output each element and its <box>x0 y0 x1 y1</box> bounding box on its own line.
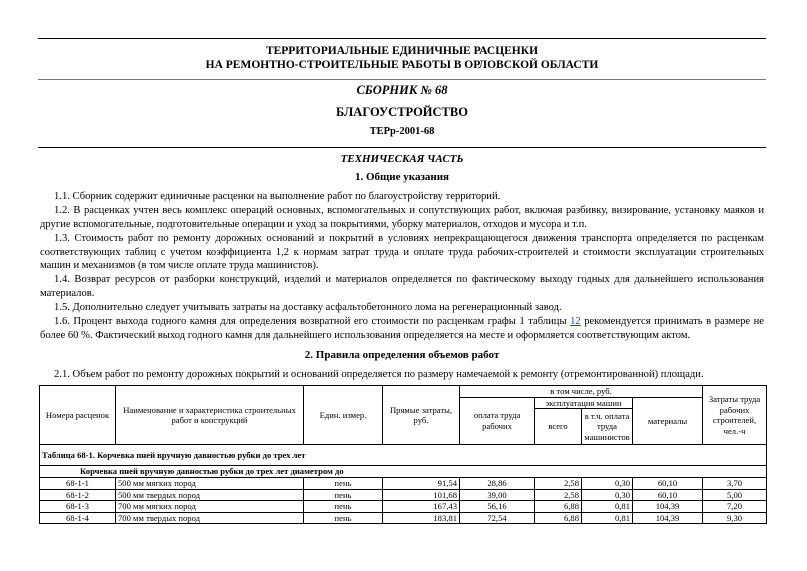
paragraph-1-5: 1.5. Дополнительно следует учитывать затраты на доставку асфальтобетонного лома на регенерационный завод. <box>54 302 562 313</box>
cell-code: 68-1-4 <box>40 512 116 524</box>
section-1-title: 1. Общие указания <box>354 171 450 183</box>
cell-direct: 91,54 <box>383 478 460 490</box>
cell-machine-total: 6,88 <box>535 512 582 524</box>
col-header-machine-total: всего <box>535 409 582 445</box>
cell-labor-hours: 7,20 <box>703 501 767 513</box>
cell-unit: пень <box>304 501 383 513</box>
table-caption: Таблица 68-1. Корчевка пней вручную давностью рубки до трех лет <box>40 445 767 466</box>
paragraph-1-6 <box>40 315 764 342</box>
paragraph-1-4: 1.4. Возврат ресурсов от разборки конструкций, изделий и материалов определяется по фактическому выходу годных для дальнейшего использования материалов. <box>40 274 764 299</box>
col-header-unit: Един. измер. <box>304 386 383 445</box>
cell-code: 68-1-1 <box>40 478 116 490</box>
divider <box>38 147 766 148</box>
col-header-labor-pay: оплата труда рабочих <box>460 397 535 445</box>
col-header-materials: материалы <box>633 397 703 445</box>
cell-materials: 60,10 <box>633 489 703 501</box>
paragraph-1-2: 1.2. В расценках учтен весь комплекс операций основных, вспомогательных и сопутствующих работ, включая разбивку, визирование, установку маяков и другие вспомогательные, подготовительные операции и уход за покрытиями, уборку материалов, отходов и мусора и т.п. <box>40 205 764 230</box>
cell-code: 68-1-2 <box>40 489 116 501</box>
cell-materials: 104,39 <box>633 512 703 524</box>
cell-labor-pay: 28,86 <box>460 478 535 490</box>
col-header-machine-op: эксплуатация машин <box>535 397 633 409</box>
cell-labor-hours: 3,70 <box>703 478 767 490</box>
subject-title: БЛАГОУСТРОЙСТВО <box>336 105 468 119</box>
section-2-title: 2. Правила определения объемов работ <box>304 349 500 361</box>
collection-title: СБОРНИК № 68 <box>356 83 448 97</box>
cell-direct: 183,81 <box>383 512 460 524</box>
collection-code: ТЕРр-2001-68 <box>369 126 435 137</box>
table-row <box>40 501 767 513</box>
cell-name: 700 мм твердых пород <box>116 512 304 524</box>
cell-labor-hours: 9,30 <box>703 512 767 524</box>
group-title: Корчевка пней вручную давностью рубки до трех лет диаметром до <box>40 466 767 478</box>
cell-name: 500 мм твердых пород <box>116 489 304 501</box>
col-header-name: Наименование и характеристика строительных работ и конструкций <box>116 386 304 445</box>
cell-machine-total: 2,58 <box>535 489 582 501</box>
rates-table <box>39 385 767 524</box>
paragraph-1-6-text-end: рекомендуется принимать в размере не более 60 %. Фактический выход годного камня для дальнейшего использования определяется на месте и оформляется соответствующим актом. <box>40 316 764 341</box>
cell-labor-pay: 72,54 <box>460 512 535 524</box>
divider <box>38 79 766 80</box>
paragraph-1-6-text: 1.6. Процент выхода годного камня для определения возвратной его стоимости по расценкам графы 1 таблицы <box>54 316 571 327</box>
cell-unit: пень <box>304 489 383 501</box>
cell-labor-hours: 5,00 <box>703 489 767 501</box>
cell-machine-pay: 0,81 <box>582 512 633 524</box>
cell-unit: пень <box>304 512 383 524</box>
cell-machine-total: 2,58 <box>535 478 582 490</box>
table-row <box>40 489 767 501</box>
cell-code: 68-1-3 <box>40 501 116 513</box>
title-line-1: ТЕРРИТОРИАЛЬНЫЕ ЕДИНИЧНЫЕ РАСЦЕНКИ <box>265 45 539 57</box>
title-line-2: НА РЕМОНТНО-СТРОИТЕЛЬНЫЕ РАБОТЫ В ОРЛОВСКОЙ ОБЛАСТИ <box>205 59 599 71</box>
table-row <box>40 478 767 490</box>
table-12-link[interactable]: 12 <box>570 316 581 327</box>
col-header-code: Номера расценок <box>40 386 116 445</box>
cell-machine-total: 6,88 <box>535 501 582 513</box>
paragraph-1-3: 1.3. Стоимость работ по ремонту дорожных оснований и покрытий в условиях непрекращающегося движения транспорта определяется по расценкам соответствующих таблиц с учетом коэффициента 1,2 к нормам затрат труда и оплате труда рабочих-строителей и стоимости эксплуатации строительных машин и механизмов (в том числе оплате труда машинистов). <box>40 233 764 271</box>
cell-unit: пень <box>304 478 383 490</box>
top-rule <box>38 38 766 39</box>
cell-labor-pay: 56,16 <box>460 501 535 513</box>
document-title <box>38 44 766 72</box>
cell-direct: 167,43 <box>383 501 460 513</box>
cell-materials: 60,10 <box>633 478 703 490</box>
tech-part-title: ТЕХНИЧЕСКАЯ ЧАСТЬ <box>340 153 464 165</box>
cell-machine-pay: 0,30 <box>582 478 633 490</box>
cell-name: 500 мм мягких пород <box>116 478 304 490</box>
cell-machine-pay: 0,81 <box>582 501 633 513</box>
cell-name: 700 мм мягких пород <box>116 501 304 513</box>
cell-labor-pay: 39,00 <box>460 489 535 501</box>
paragraph-1-1: 1.1. Сборник содержит единичные расценки на выполнение работ по благоустройству территорий. <box>54 191 501 202</box>
col-header-direct: Прямые затраты, руб. <box>383 386 460 445</box>
col-header-labor-hours: Затраты труда рабочих строителей, чел.-ч <box>703 386 767 445</box>
cell-machine-pay: 0,30 <box>582 489 633 501</box>
table-row <box>40 512 767 524</box>
paragraph-2-1: 2.1. Объем работ по ремонту дорожных покрытий и оснований определяется по размеру намечаемой к ремонту (отремонтированной) площади. <box>54 369 704 380</box>
col-header-machine-pay: в т.ч. оплата труда машинистов <box>582 409 633 445</box>
cell-direct: 101,68 <box>383 489 460 501</box>
cell-materials: 104,39 <box>633 501 703 513</box>
col-header-incl: в том числе, руб. <box>460 386 703 398</box>
